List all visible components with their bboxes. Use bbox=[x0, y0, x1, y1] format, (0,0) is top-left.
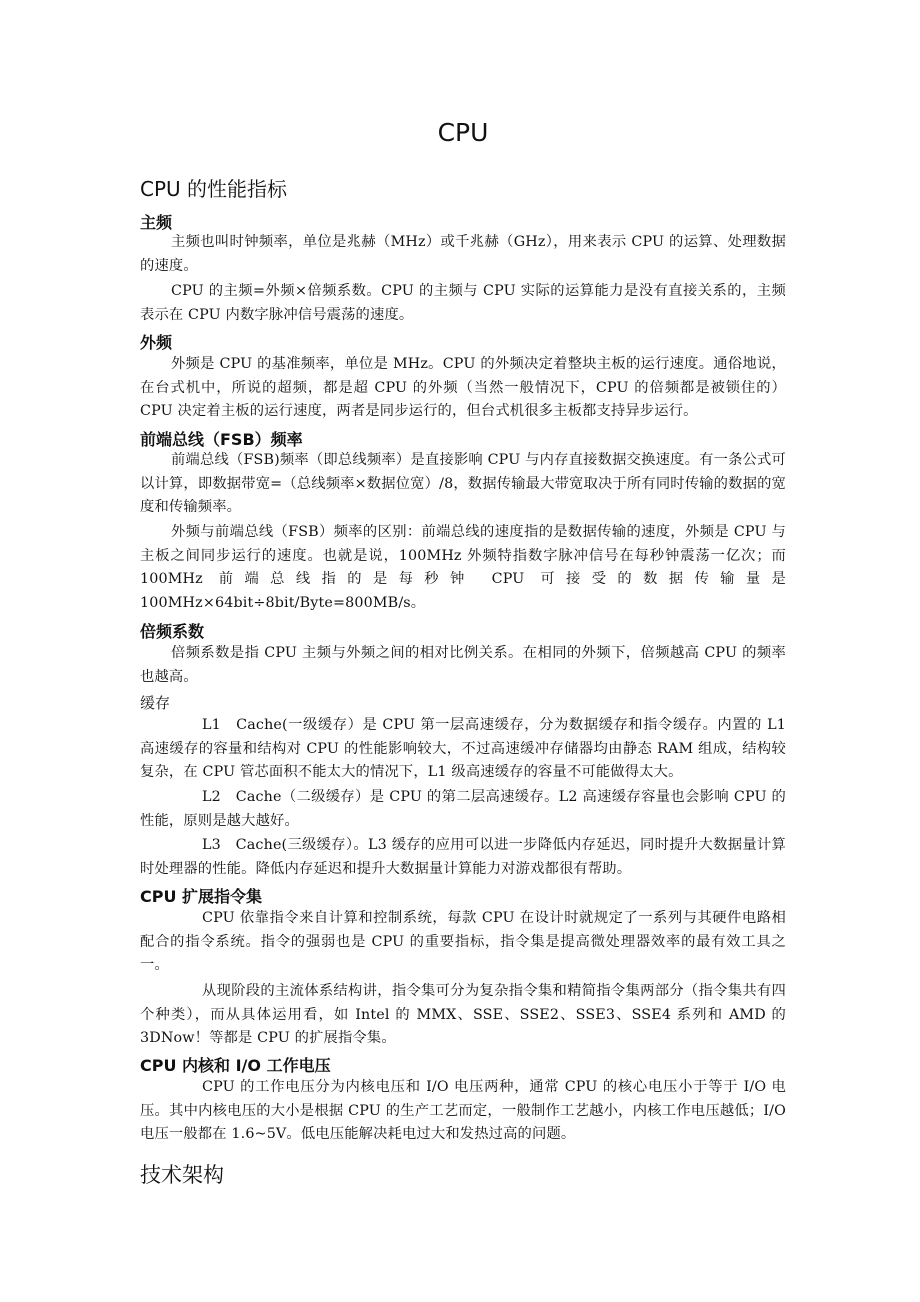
paragraph-l2-cache: L2 Cache（二级缓存）是 CPU 的第二层高速缓存。L2 高速缓存容量也会影响 CPU 的性能，原则是越大越好。 bbox=[140, 789, 786, 829]
heading-voltage: CPU 内核和 I/O 工作电压 bbox=[140, 1056, 331, 1075]
paragraph-fsb-1: 前端总线（FSB)频率（即总线频率）是直接影响 CPU 与内存直接数据交换速度。有一条公式可以计算，即数据带宽=（总线频率×数据位宽）/8，数据传输最大带宽取决于所有同时传输的数据的宽度和传输频率。 bbox=[140, 452, 786, 515]
heading-multiplier: 倍频系数 bbox=[140, 622, 205, 641]
heading-instruction-set: CPU 扩展指令集 bbox=[140, 887, 263, 906]
paragraph-instruction-set-1: CPU 依靠指令来自计算和控制系统，每款 CPU 在设计时就规定了一系列与其硬件电路相配合的指令系统。指令的强弱也是 CPU 的重要指标，指令集是提高微处理器效率的最有效工具之一。 bbox=[140, 910, 786, 973]
page-title: CPU bbox=[437, 118, 489, 147]
paragraph-instruction-set-2: 从现阶段的主流体系结构讲，指令集可分为复杂指令集和精简指令集两部分（指令集共有四个种类），而从具体运用看，如 Intel 的 MMX、SSE、SSE2、SSE3、SSE4 系列和 AMD 的 3DNow！等都是 CPU 的扩展指令集。 bbox=[140, 983, 786, 1046]
paragraph-l1-cache: L1 Cache(一级缓存）是 CPU 第一层高速缓存，分为数据缓存和指令缓存。内置的 L1 高速缓存的容量和结构对 CPU 的性能影响较大，不过高速缓冲存储器均由静态 RAM 组成，结构较复杂，在 CPU 管芯面积不能太大的情况下，L1 级高速缓存的容量不可能做得太大。 bbox=[140, 717, 786, 780]
paragraph-l3-cache: L3 Cache(三级缓存）。L3 缓存的应用可以进一步降低内存延迟，同时提升大数据量计算时处理器的性能。降低内存延迟和提升大数据量计算能力对游戏都很有帮助。 bbox=[140, 837, 786, 877]
paragraph-external-frequency: 外频是 CPU 的基准频率，单位是 MHz。CPU 的外频决定着整块主板的运行速度。通俗地说，在台式机中，所说的超频，都是超 CPU 的外频（当然一般情况下，CPU 的倍频都是被锁住的）CPU 决定着主板的运行速度，两者是同步运行的，但台式机很多主板都支持异步运行。 bbox=[140, 356, 786, 419]
section-heading-performance: CPU 的性能指标 bbox=[140, 177, 288, 201]
paragraph-multiplier: 倍频系数是指 CPU 主频与外频之间的相对比例关系。在相同的外频下，倍频越高 CPU 的频率也越高。 bbox=[140, 645, 786, 685]
paragraph-main-frequency-2: CPU 的主频=外频×倍频系数。CPU 的主频与 CPU 实际的运算能力是没有直接关系的，主频表示在 CPU 内数字脉冲信号震荡的速度。 bbox=[140, 283, 786, 323]
paragraph-voltage: CPU 的工作电压分为内核电压和 I/O 电压两种，通常 CPU 的核心电压小于等于 I/O 电压。其中内核电压的大小是根据 CPU 的生产工艺而定，一般制作工艺越小，内核工作电压越低；I/O 电压一般都在 1.6~5V。低电压能解决耗电过大和发热过高的问题。 bbox=[140, 1079, 786, 1142]
paragraph-main-frequency-1: 主频也叫时钟频率，单位是兆赫（MHz）或千兆赫（GHz），用来表示 CPU 的运算、处理数据的速度。 bbox=[140, 234, 786, 274]
paragraph-fsb-2: 外频与前端总线（FSB）频率的区别：前端总线的速度指的是数据传输的速度，外频是 CPU 与主板之间同步运行的速度。也就是说，100MHz 外频特指数字脉冲信号在每秒钟震荡一亿次；而 100MHz 前端总线指的是每秒钟 CPU 可接受的数据传输量是 100MHz×64bit÷8bit/Byte=800MB/s。 bbox=[140, 524, 786, 611]
section-heading-architecture: 技术架构 bbox=[140, 1163, 224, 1187]
heading-external-frequency: 外频 bbox=[140, 333, 173, 352]
heading-cache: 缓存 bbox=[140, 694, 171, 712]
heading-main-frequency: 主频 bbox=[140, 213, 173, 232]
heading-fsb-frequency: 前端总线（FSB）频率 bbox=[140, 430, 303, 449]
